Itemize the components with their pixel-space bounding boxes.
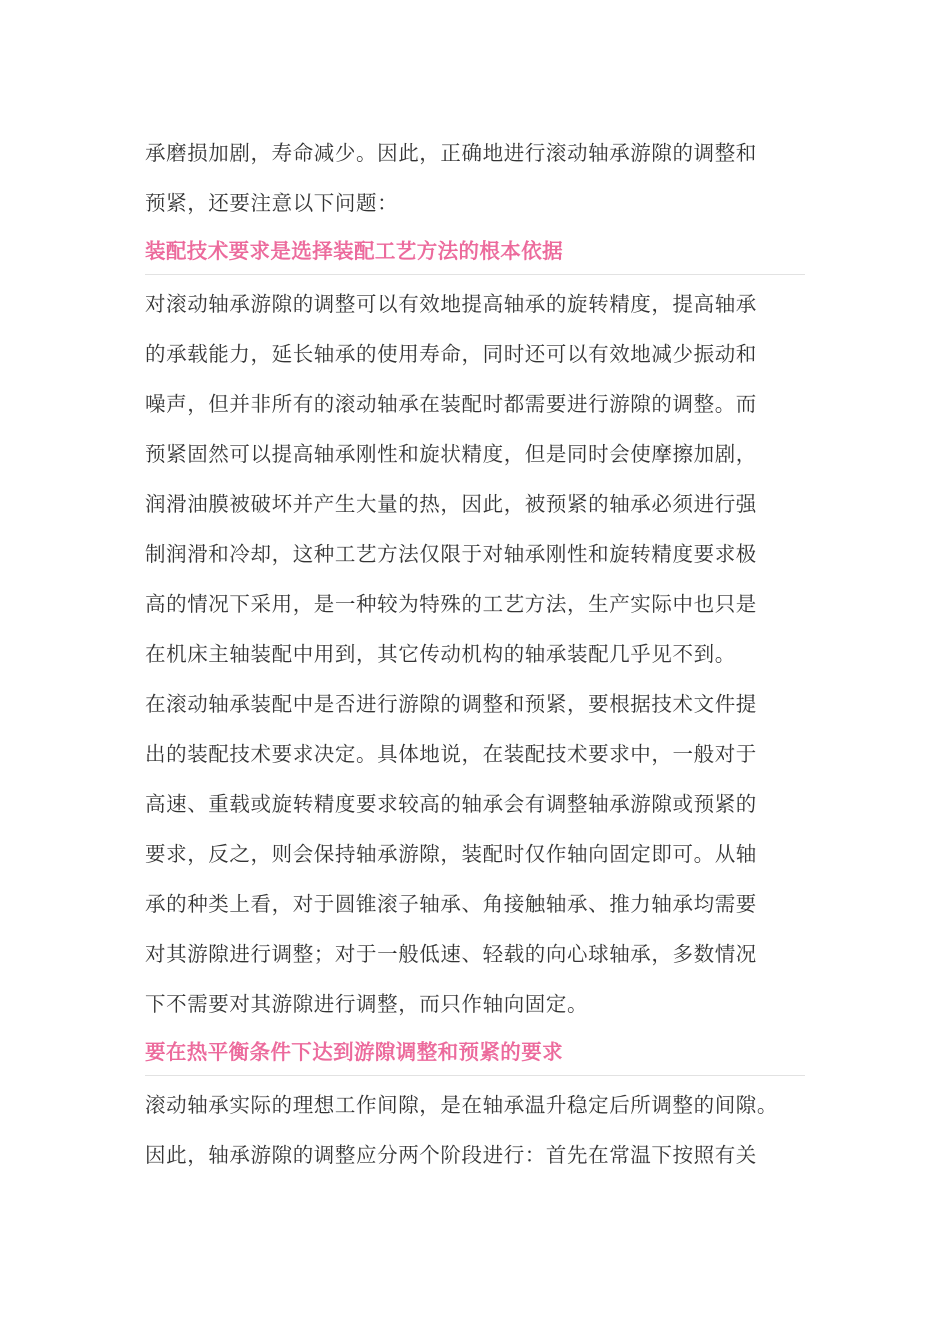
text-line: 滚动轴承实际的理想工作间隙，是在轴承温升稳定后所调整的间隙。: [145, 1093, 778, 1117]
text-line: 承的种类上看，对于圆锥滚子轴承、角接触轴承、推力轴承均需要: [145, 892, 757, 916]
text-line: 承磨损加剧，寿命减少。因此，正确地进行滚动轴承游隙的调整和: [145, 141, 757, 165]
heading-divider: [145, 1075, 805, 1076]
section-1-paragraph-1: [145, 279, 835, 679]
intro-paragraph: [145, 128, 835, 228]
text-line: 制润滑和冷却，这种工艺方法仅限于对轴承刚性和旋转精度要求极: [145, 542, 757, 566]
text-line: 对其游隙进行调整；对于一般低速、轻载的向心球轴承，多数情况: [145, 942, 757, 966]
heading-divider: [145, 274, 805, 275]
text-line: 在机床主轴装配中用到，其它传动机构的轴承装配几乎见不到。: [145, 642, 736, 666]
section-2-paragraph-1: [145, 1080, 835, 1180]
section-1: [145, 228, 835, 1029]
section-heading: 装配技术要求是选择装配工艺方法的根本依据: [145, 239, 563, 263]
text-line: 预紧，还要注意以下问题：: [145, 191, 399, 215]
text-line: 因此，轴承游隙的调整应分两个阶段进行：首先在常温下按照有关: [145, 1143, 757, 1167]
text-line: 高速、重载或旋转精度要求较高的轴承会有调整轴承游隙或预紧的: [145, 792, 757, 816]
text-line: 润滑油膜被破坏并产生大量的热，因此，被预紧的轴承必须进行强: [145, 492, 757, 516]
section-1-paragraph-2: [145, 679, 835, 1029]
text-line: 在滚动轴承装配中是否进行游隙的调整和预紧，要根据技术文件提: [145, 692, 757, 716]
section-heading: 要在热平衡条件下达到游隙调整和预紧的要求: [145, 1040, 563, 1064]
text-line: 出的装配技术要求决定。具体地说，在装配技术要求中，一般对于: [145, 742, 757, 766]
text-line: 高的情况下采用，是一种较为特殊的工艺方法，生产实际中也只是: [145, 592, 757, 616]
document-page: [145, 128, 835, 1180]
section-2: [145, 1029, 835, 1180]
text-line: 下不需要对其游隙进行调整，而只作轴向固定。: [145, 992, 589, 1016]
text-line: 对滚动轴承游隙的调整可以有效地提高轴承的旋转精度，提高轴承: [145, 292, 757, 316]
text-line: 预紧固然可以提高轴承刚性和旋状精度，但是同时会使摩擦加剧，: [145, 442, 757, 466]
text-line: 要求，反之，则会保持轴承游隙，装配时仅作轴向固定即可。从轴: [145, 842, 757, 866]
text-line: 噪声，但并非所有的滚动轴承在装配时都需要进行游隙的调整。而: [145, 392, 757, 416]
text-line: 的承载能力，延长轴承的使用寿命，同时还可以有效地减少振动和: [145, 342, 757, 366]
